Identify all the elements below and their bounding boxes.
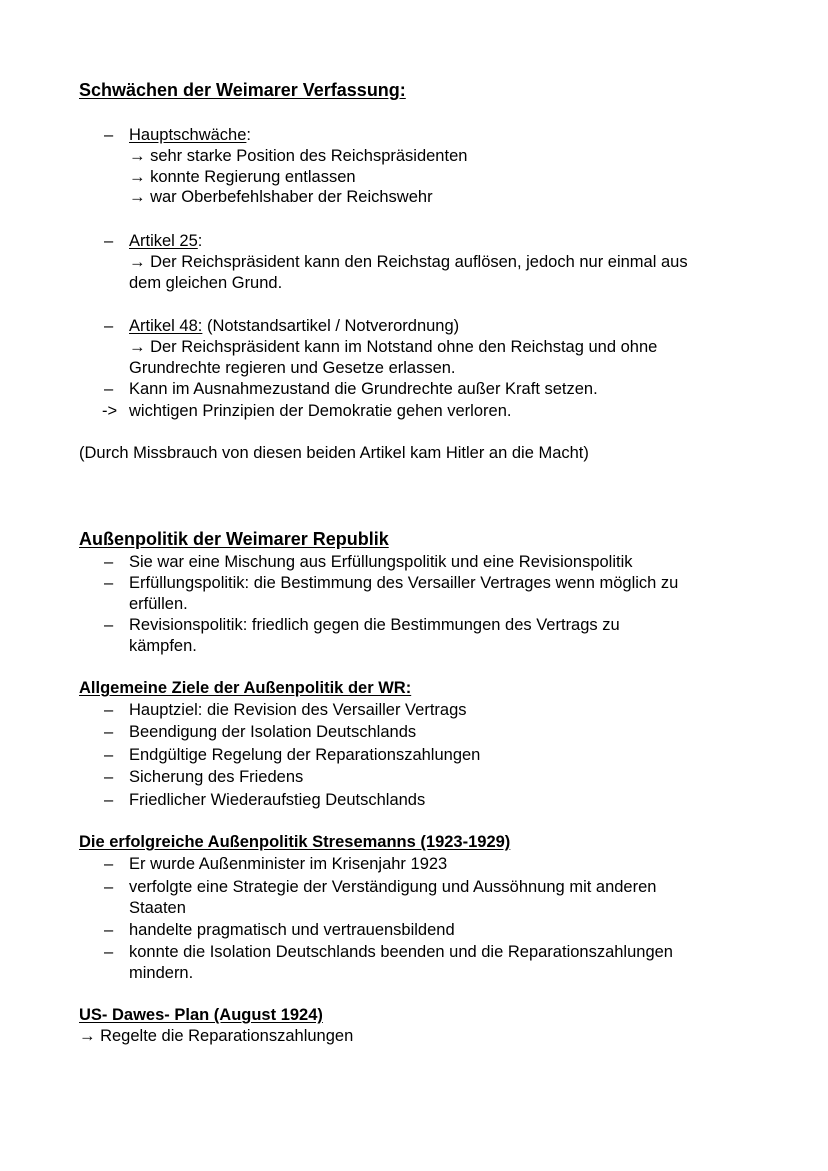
list-item-cont: mindern.	[129, 964, 194, 982]
bullet-dash: –	[104, 791, 114, 809]
heading-aussenpolitik: Außenpolitik der Weimarer Republik	[79, 529, 389, 549]
bullet-dash: –	[104, 616, 114, 634]
item-artikel-48	[129, 316, 459, 336]
bullet-dash: –	[104, 768, 114, 786]
list-item: Endgültige Regelung der Reparationszahlungen	[129, 746, 481, 764]
label-artikel-25: Artikel 25	[129, 232, 198, 250]
text-line: → war Oberbefehlshaber der Reichswehr	[129, 188, 433, 206]
heading-dawes-plan: US- Dawes- Plan (August 1924)	[79, 1006, 323, 1024]
list-item-cont: erfüllen.	[129, 595, 188, 613]
text-line: → sehr starke Position des Reichspräsidenten	[129, 147, 468, 165]
label-artikel-48: Artikel 48:	[129, 317, 203, 335]
bullet-dash: –	[104, 232, 114, 250]
item-artikel-25	[129, 231, 202, 251]
list-item: Hauptziel: die Revision des Versailler Vertrags	[129, 701, 467, 719]
list-item: Er wurde Außenminister im Krisenjahr 1923	[129, 855, 448, 873]
text-line: → Der Reichspräsident kann den Reichstag auflösen, jedoch nur einmal aus	[129, 253, 688, 271]
bullet-dash: –	[104, 701, 114, 719]
label-hauptschwaeche: Hauptschwäche	[129, 126, 247, 144]
bullet-dash: –	[104, 317, 114, 335]
bullet-dash: –	[104, 553, 114, 571]
bullet-dash: –	[104, 574, 114, 592]
bullet-dash: –	[104, 380, 114, 398]
list-item: verfolgte eine Strategie der Verständigung und Aussöhnung mit anderen	[129, 878, 657, 896]
bullet-dash: –	[104, 746, 114, 764]
bullet-dash: –	[104, 723, 114, 741]
bullet-arrow: ->	[102, 402, 118, 420]
bullet-dash: –	[104, 921, 114, 939]
text-line: Grundrechte regieren und Gesetze erlassen.	[129, 359, 456, 377]
label-suffix: :	[197, 232, 203, 250]
list-item-cont: Staaten	[129, 899, 186, 917]
list-item: Erfüllungspolitik: die Bestimmung des Versailler Vertrages wenn möglich zu	[129, 574, 679, 592]
list-item: konnte die Isolation Deutschlands beenden und die Reparationszahlungen	[129, 943, 673, 961]
item-hauptschwaeche	[129, 125, 251, 145]
bullet-dash: –	[104, 126, 114, 144]
label-suffix: (Notstandsartikel / Notverordnung)	[202, 317, 460, 335]
bullet-dash: –	[104, 878, 114, 896]
list-item: Sie war eine Mischung aus Erfüllungspolitik und eine Revisionspolitik	[129, 553, 633, 571]
bullet-dash: –	[104, 855, 114, 873]
list-item: handelte pragmatisch und vertrauensbildend	[129, 921, 455, 939]
note-missbrauch: (Durch Missbrauch von diesen beiden Artikel kam Hitler an die Macht)	[79, 444, 589, 462]
text-line: → Der Reichspräsident kann im Notstand ohne den Reichstag und ohne	[129, 338, 658, 356]
text-line: dem gleichen Grund.	[129, 274, 283, 292]
label-suffix: :	[246, 126, 251, 144]
text-line: → konnte Regierung entlassen	[129, 168, 356, 186]
heading-ziele: Allgemeine Ziele der Außenpolitik der WR:	[79, 679, 412, 697]
text-line: wichtigen Prinzipien der Demokratie gehen verloren.	[129, 402, 512, 420]
bullet-dash: –	[104, 943, 114, 961]
text-line: Kann im Ausnahmezustand die Grundrechte außer Kraft setzen.	[129, 380, 598, 398]
text-line: → Regelte die Reparationszahlungen	[79, 1027, 354, 1045]
list-item: Beendigung der Isolation Deutschlands	[129, 723, 417, 741]
heading-stresemann: Die erfolgreiche Außenpolitik Stresemanns (1923-1929)	[79, 833, 511, 851]
list-item: Revisionspolitik: friedlich gegen die Bestimmungen des Vertrags zu	[129, 616, 620, 634]
list-item-cont: kämpfen.	[129, 637, 197, 655]
list-item: Sicherung des Friedens	[129, 768, 304, 786]
heading-schwaechen: Schwächen der Weimarer Verfassung:	[79, 80, 406, 100]
list-item: Friedlicher Wiederaufstieg Deutschlands	[129, 791, 426, 809]
